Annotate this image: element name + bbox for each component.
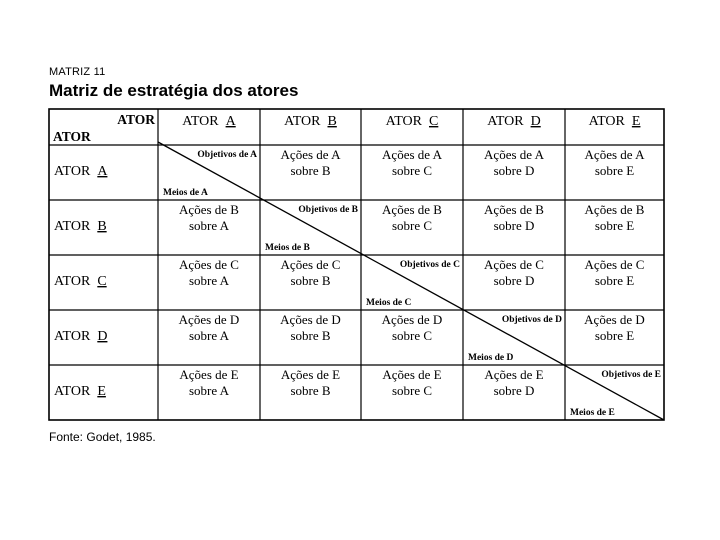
row-header-e: ATOR E	[54, 384, 106, 399]
row-header-a: ATOR A	[54, 164, 108, 179]
cell-line: sobre C	[391, 383, 433, 398]
column-header-e: ATOR E	[588, 114, 641, 129]
cell-line: sobre B	[290, 328, 331, 343]
cell-line: Ações de B	[382, 202, 442, 217]
column-header-d: ATOR D	[487, 114, 541, 129]
cell-line: sobre B	[290, 383, 331, 398]
cell-line: Ações de B	[179, 202, 239, 217]
row-header-c: ATOR C	[54, 274, 107, 289]
matrix-caption: MATRIZ 11	[49, 66, 106, 78]
cell-line: sobre D	[493, 218, 535, 233]
cell-line: Ações de C	[484, 257, 544, 272]
column-header-a: ATOR A	[182, 114, 236, 129]
diagonal-objectives: Objetivos de A	[197, 150, 257, 160]
cell-line: sobre C	[391, 163, 433, 178]
cell-line: sobre A	[188, 218, 230, 233]
source-note: Fonte: Godet, 1985.	[49, 430, 156, 444]
cell-line: Ações de A	[280, 147, 341, 162]
column-header-c: ATOR C	[385, 114, 439, 129]
cell-line: Ações de A	[484, 147, 544, 162]
cell-line: sobre D	[493, 273, 535, 288]
cell-line: sobre D	[493, 383, 535, 398]
cell-line: sobre C	[391, 218, 433, 233]
cell-line: Ações de D	[381, 312, 443, 327]
cell-line: sobre D	[493, 163, 535, 178]
matrix-grid	[49, 109, 664, 420]
diagonal-means: Meios de D	[468, 353, 514, 363]
diagonal-means: Meios de E	[570, 408, 615, 418]
diagonal-objectives: Objetivos de C	[399, 260, 460, 270]
diagonal-objectives: Objetivos de E	[601, 370, 661, 380]
cell-line: Ações de E	[484, 367, 544, 382]
cell-line: Ações de E	[280, 367, 341, 382]
cell-line: sobre A	[188, 273, 230, 288]
cell-line: Ações de C	[280, 257, 341, 272]
cell-line: sobre C	[391, 328, 433, 343]
cell-line: sobre E	[594, 218, 635, 233]
cell-line: Ações de D	[178, 312, 240, 327]
cell-line: Ações de A	[584, 147, 645, 162]
cell-line: sobre E	[594, 328, 635, 343]
diagonal-means: Meios de A	[163, 188, 208, 198]
diagonal-objectives: Objetivos de B	[298, 205, 358, 215]
corner-label-columns: ATOR	[117, 112, 155, 127]
diagonal-means: Meios de B	[265, 243, 310, 253]
cell-line: Ações de C	[584, 257, 645, 272]
cell-line: Ações de E	[179, 367, 239, 382]
cell-line: Ações de E	[382, 367, 442, 382]
matrix-title: Matriz de estratégia dos atores	[49, 81, 299, 100]
cell-line: sobre A	[188, 328, 230, 343]
cell-line: sobre B	[290, 273, 331, 288]
cell-line: Ações de A	[382, 147, 442, 162]
cell-line: sobre A	[188, 383, 230, 398]
cell-line: sobre B	[290, 163, 331, 178]
row-header-d: ATOR D	[54, 329, 108, 344]
diagonal-objectives: Objetivos de D	[501, 315, 562, 325]
cell-line: Ações de B	[584, 202, 645, 217]
column-header-b: ATOR B	[284, 114, 337, 129]
diagonal-means: Meios de C	[366, 298, 412, 308]
cell-line: Ações de B	[484, 202, 544, 217]
row-header-b: ATOR B	[54, 219, 107, 234]
cell-line: Ações de C	[179, 257, 239, 272]
matrix-labels	[53, 112, 661, 418]
cell-line: sobre E	[594, 163, 635, 178]
cell-line: Ações de D	[584, 312, 645, 327]
cell-line: sobre E	[594, 273, 635, 288]
cell-line: Ações de D	[280, 312, 341, 327]
corner-label-rows: ATOR	[53, 129, 91, 144]
matrix-border	[49, 109, 664, 420]
